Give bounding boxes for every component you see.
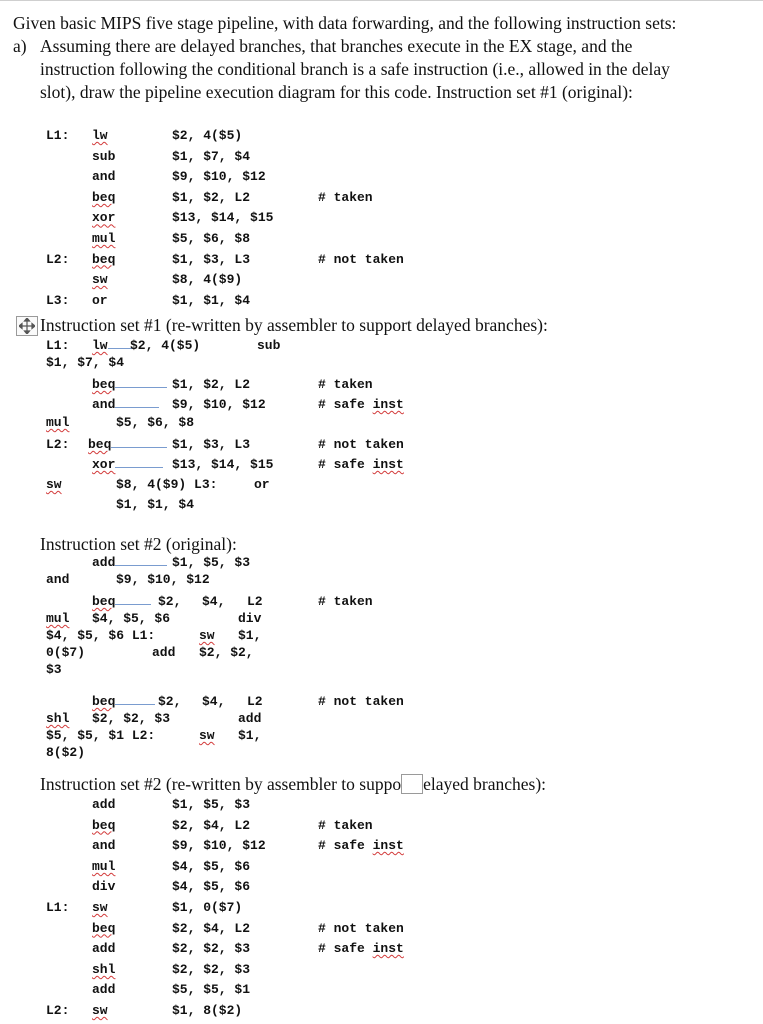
s1o-row-3-op: and bbox=[92, 169, 116, 185]
s2r-row-1-args: $1, $5, $3 bbox=[172, 797, 251, 812]
s2o-l8-comment: # not taken bbox=[318, 694, 404, 709]
s1r-l8-op2: or bbox=[254, 477, 270, 492]
s2o-l6-args2: $2, $2, bbox=[199, 645, 254, 660]
s2r-row-10-args: $5, $5, $1 bbox=[172, 982, 251, 998]
s1r-l3-args: $1, $2, L2 bbox=[172, 377, 251, 392]
s2o-l4-args: $4, $5, $6 bbox=[92, 611, 171, 626]
s2r-row-6-args: $1, 0($7) bbox=[172, 900, 243, 915]
set2-rewritten-heading: Instruction set #2 (re-written by assembler to suppo elayed branches): bbox=[40, 774, 547, 794]
s2r-row-11-args: $1, 8($2) bbox=[172, 1003, 243, 1018]
s1r-l4-comment: # safe inst bbox=[318, 397, 404, 412]
s2o-l11-args: 8($2) bbox=[46, 745, 86, 760]
s2o-l5-args2: $1, bbox=[238, 628, 262, 643]
s2r-row-2-comment: # taken bbox=[318, 817, 373, 833]
s1o-row-9-label: L3: bbox=[46, 292, 70, 308]
s1o-row-1-op: lw bbox=[92, 128, 108, 143]
s1r-l4-args: $9, $10, $12 bbox=[172, 397, 266, 412]
s1r-l9-args: $1, $1, $4 bbox=[116, 497, 195, 512]
s1r-l7-op: xor bbox=[92, 457, 163, 473]
s1o-row-8-op: sw bbox=[92, 272, 108, 288]
set2-original-heading: Instruction set #2 (original): bbox=[40, 534, 237, 554]
s1o-row-2-op: sub bbox=[92, 148, 116, 164]
s2o-l10-args: $5, $5, $1 L2: bbox=[46, 728, 156, 743]
s1o-row-9-args: $1, $1, $4 bbox=[172, 292, 251, 308]
s1o-row-6-op: mul bbox=[92, 231, 116, 246]
s2o-l5-op: sw bbox=[199, 628, 215, 643]
s1o-row-5-args: $13, $14, $15 bbox=[172, 210, 274, 226]
s1r-l8-args: $8, 4($9) L3: bbox=[116, 477, 218, 492]
s2o-l8-a3: L2 bbox=[247, 694, 263, 709]
move-arrows-icon[interactable] bbox=[16, 316, 38, 336]
s2r-row-7-args: $2, $4, L2 bbox=[172, 920, 251, 936]
s2o-l2-op: and bbox=[46, 572, 70, 587]
s2r-row-2-args: $2, $4, L2 bbox=[172, 817, 251, 833]
s1r-l1-op2: sub bbox=[257, 338, 281, 353]
s1o-row-6-args: $5, $6, $8 bbox=[172, 231, 251, 246]
s1r-l6-args: $1, $3, L3 bbox=[172, 437, 251, 452]
s1o-row-9-op: or bbox=[92, 292, 108, 308]
s2o-l9-op: shl bbox=[46, 711, 70, 726]
s2o-l3-a2: $4, bbox=[202, 594, 226, 609]
s2o-l4-op: mul bbox=[46, 611, 70, 626]
s1r-l8-op: sw bbox=[46, 477, 62, 492]
s2o-l10-args2: $1, bbox=[238, 728, 262, 743]
s2r-row-11-label: L2: bbox=[46, 1003, 70, 1018]
s2o-l3-a1: $2, bbox=[158, 594, 182, 609]
s2r-row-8-op: add bbox=[92, 941, 116, 957]
s2r-row-7-comment: # not taken bbox=[318, 920, 404, 936]
part-a-line-1: Assuming there are delayed branches, that branches execute in the EX stage, and the bbox=[40, 36, 633, 56]
s2r-row-5-op: div bbox=[92, 879, 116, 895]
s1o-row-5-op: xor bbox=[92, 210, 116, 226]
s2r-row-3-comment: # safe inst bbox=[318, 838, 404, 854]
s1r-l6-op: beq bbox=[88, 437, 167, 453]
s1r-l6-comment: # not taken bbox=[318, 437, 404, 452]
s2r-row-9-args: $2, $2, $3 bbox=[172, 961, 251, 977]
s1r-l3-op: beq bbox=[92, 377, 167, 393]
s1r-l1-label: L1: bbox=[46, 338, 70, 353]
s2o-l6-args: 0($7) bbox=[46, 645, 86, 660]
s2r-row-8-args: $2, $2, $3 bbox=[172, 941, 251, 957]
s1o-row-7-label: L2: bbox=[46, 251, 70, 267]
s2o-l8-a1: $2, bbox=[158, 694, 182, 709]
s2r-row-8-comment: # safe inst bbox=[318, 941, 404, 957]
s2r-row-7-op: beq bbox=[92, 920, 116, 936]
s1r-l2-args: $1, $7, $4 bbox=[46, 355, 125, 370]
part-a-line-2: instruction following the conditional branch is a safe instruction (i.e., allowed in the delay bbox=[40, 59, 670, 79]
s1r-l7-comment: # safe inst bbox=[318, 457, 404, 472]
s2o-l3-a3: L2 bbox=[247, 594, 263, 609]
s1o-row-4-comment: # taken bbox=[318, 189, 373, 205]
top-border bbox=[0, 0, 763, 1]
s2o-l1-args: $1, $5, $3 bbox=[172, 555, 251, 570]
question-intro: Given basic MIPS five stage pipeline, with data forwarding, and the following instruction sets: bbox=[13, 13, 677, 33]
s2r-row-4-args: $4, $5, $6 bbox=[172, 858, 251, 874]
s2o-l9-args: $2, $2, $3 bbox=[92, 711, 171, 726]
part-a-line-3: slot), draw the pipeline execution diagram for this code. Instruction set #1 (original): bbox=[40, 82, 633, 102]
s2o-l3-op: beq bbox=[92, 594, 151, 610]
s1o-row-1-args: $2, 4($5) bbox=[172, 128, 243, 143]
s1o-row-8-args: $8, 4($9) bbox=[172, 272, 243, 288]
s1r-l1-op: lw bbox=[92, 338, 132, 354]
s1r-l5-args: $5, $6, $8 bbox=[116, 415, 195, 430]
s2o-l8-op: beq bbox=[92, 694, 155, 710]
s2o-l6-op: add bbox=[152, 645, 176, 660]
s2r-row-2-op: beq bbox=[92, 817, 116, 833]
s2o-l3-comment: # taken bbox=[318, 594, 373, 609]
s1r-l4-op: and bbox=[92, 397, 159, 413]
s1o-row-1-label: L1: bbox=[46, 128, 70, 143]
s2o-l5-args: $4, $5, $6 L1: bbox=[46, 628, 156, 643]
s1o-row-7-comment: # not taken bbox=[318, 251, 404, 267]
s1r-l6-label: L2: bbox=[46, 437, 70, 452]
s2r-row-6-op: sw bbox=[92, 900, 108, 915]
s2r-row-9-op: shl bbox=[92, 961, 116, 977]
s1r-l1-args: $2, 4($5) bbox=[130, 338, 201, 353]
s2r-row-5-args: $4, $5, $6 bbox=[172, 879, 251, 895]
set1-rewritten-heading: Instruction set #1 (re-written by assembler to support delayed branches): bbox=[40, 315, 548, 335]
s2o-l4-op2: div bbox=[238, 611, 262, 626]
s2r-row-1-op: add bbox=[92, 797, 116, 812]
s1r-l3-comment: # taken bbox=[318, 377, 373, 392]
part-a-label: a) bbox=[13, 36, 27, 56]
s2r-row-3-op: and bbox=[92, 838, 116, 854]
s2r-row-4-op: mul bbox=[92, 858, 116, 874]
s1o-row-3-args: $9, $10, $12 bbox=[172, 169, 266, 185]
s1r-l7-args: $13, $14, $15 bbox=[172, 457, 274, 472]
s1o-row-4-args: $1, $2, L2 bbox=[172, 189, 251, 205]
s2o-l7-args: $3 bbox=[46, 662, 62, 677]
s1r-l5-op: mul bbox=[46, 415, 70, 430]
s2o-l10-op: sw bbox=[199, 728, 215, 743]
s2r-row-11-op: sw bbox=[92, 1003, 108, 1018]
s2r-row-3-args: $9, $10, $12 bbox=[172, 838, 266, 854]
s2r-row-10-op: add bbox=[92, 982, 116, 998]
s2o-l9-op2: add bbox=[238, 711, 262, 726]
s2r-row-6-label: L1: bbox=[46, 900, 70, 915]
s1o-row-2-args: $1, $7, $4 bbox=[172, 148, 251, 164]
s1o-row-4-op: beq bbox=[92, 189, 116, 205]
s2o-l8-a2: $4, bbox=[202, 694, 226, 709]
s1o-row-7-args: $1, $3, L3 bbox=[172, 251, 251, 267]
s1o-row-7-op: beq bbox=[92, 251, 116, 267]
s2o-l1-op: add bbox=[92, 555, 167, 571]
s2o-l2-args: $9, $10, $12 bbox=[116, 572, 210, 587]
inline-text-box[interactable] bbox=[401, 774, 423, 794]
